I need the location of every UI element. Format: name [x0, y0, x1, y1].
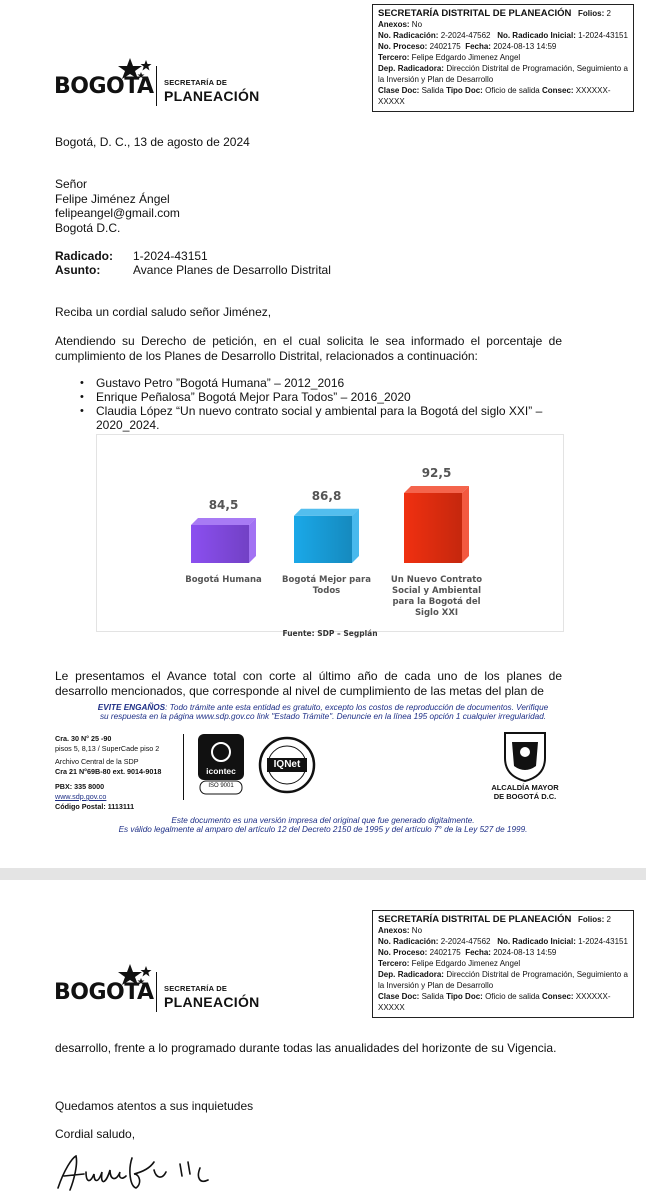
folios-value: 2	[606, 9, 611, 18]
iso-label: ISO 9001	[208, 783, 234, 789]
paragraph-2: Le presentamos el Avance total con corte al último año de cada uno de los planes de desarrollo mencionados, que corresponde al nivel de cumplimiento de las metas del plan de	[55, 669, 562, 698]
bullet-item: • Gustavo Petro ”Bogotá Humana” – 2012_2016	[96, 377, 562, 391]
data-label: 86,8	[311, 488, 342, 503]
fecha-value: 2024-08-13 14:59	[493, 42, 557, 51]
bar-top	[404, 486, 469, 493]
tipo-doc-label: Tipo Doc:	[446, 86, 483, 95]
no-radicado-inicial-label: No. Radicado Inicial:	[497, 31, 576, 40]
recipient-block	[55, 177, 180, 235]
clase-doc-label: Clase Doc:	[378, 992, 420, 1001]
tipo-doc-value: Oficio de salida	[485, 86, 540, 95]
anexos-label: Anexos:	[378, 20, 410, 29]
folios-label: Folios:	[578, 915, 605, 924]
no-radicacion-value: 2-2024-47562	[440, 937, 491, 946]
bar-top	[191, 518, 256, 525]
no-proceso-label: No. Proceso:	[378, 948, 428, 957]
no-radicacion-value: 2-2024-47562	[440, 31, 491, 40]
archive-address: Cra 21 N°69B-80 ext. 9014-9018	[55, 766, 162, 776]
category-label: Bogotá Mejor para Todos	[282, 575, 371, 596]
no-radicacion-label: No. Radicación:	[378, 31, 439, 40]
bar-side	[249, 518, 256, 563]
recipient-name: Felipe Jiménez Ángel	[55, 191, 170, 206]
digital-notice	[40, 816, 606, 834]
address-line2: pisos 5, 8,13 / SuperCade piso 2	[55, 743, 160, 753]
data-label: 84,5	[208, 498, 239, 512]
dep-radicadora-value: Dirección Distrital de Programación, Seguimiento a la Inversión y Plan de Desarrollo	[378, 64, 628, 84]
tercero-value: Felipe Edgardo Jimenez Angel	[411, 53, 521, 62]
pbx: PBX: 335 8000	[55, 782, 105, 792]
bar-side	[352, 509, 359, 563]
logo-entity-line2: PLANEACIÓN	[164, 994, 260, 1010]
bogota-planeacion-logo	[54, 964, 264, 1014]
category-label: Bogotá Humana	[185, 575, 262, 585]
dep-radicadora-label: Dep. Radicadora:	[378, 64, 444, 73]
logo-entity-line1: SECRETARÍA DE	[164, 78, 228, 87]
asunto-label: Asunto:	[55, 263, 101, 277]
bar-shading	[191, 525, 249, 563]
salutation-title: Señor	[55, 177, 88, 191]
folios-value: 2	[606, 915, 611, 924]
anexos-label: Anexos:	[378, 926, 410, 935]
closing-salutation: Cordial saludo,	[55, 1127, 136, 1141]
warning-line2: su respuesta en la página www.sdp.gov.co link "Estado Trámite". Denuncie en la línea 195 opción 1 cualquier irregularidad.	[99, 712, 547, 721]
tipo-doc-value: Oficio de salida	[485, 992, 540, 1001]
no-radicado-inicial-label: No. Radicado Inicial:	[497, 937, 576, 946]
clase-doc-value: Salida	[421, 86, 444, 95]
handwritten-signature	[50, 1150, 260, 1200]
alcaldia-line1: ALCALDÍA MAYOR	[491, 783, 559, 792]
alcaldia-mayor-logo	[482, 730, 568, 804]
no-proceso-label: No. Proceso:	[378, 42, 428, 51]
radicado-label: Radicado:	[55, 249, 114, 263]
tercero-value: Felipe Edgardo Jimenez Angel	[411, 959, 521, 968]
icontec-certification-logo	[196, 734, 246, 796]
no-radicado-inicial-value: 1-2024-43151	[578, 937, 628, 946]
no-radicado-inicial-value: 1-2024-43151	[578, 31, 628, 40]
icontec-label: icontec	[206, 766, 236, 776]
web-link[interactable]: www.sdp.gov.co	[55, 791, 107, 801]
footer-address-block	[55, 734, 161, 811]
postal-code: Código Postal: 1113111	[55, 801, 135, 811]
logo-divider	[156, 972, 157, 1012]
anexos-value: No	[411, 926, 423, 935]
greeting: Reciba un cordial saludo señor Jiménez,	[55, 305, 272, 319]
bullet-item: • Enrique Peñalosa” Bogotá Mejor Para Todos” – 2016_2020	[96, 391, 562, 405]
logo-divider	[156, 66, 157, 106]
no-proceso-value: 2402175	[429, 42, 461, 51]
tercero-label: Tercero:	[378, 53, 410, 62]
clase-doc-label: Clase Doc:	[378, 86, 420, 95]
no-radicacion-label: No. Radicación:	[378, 937, 439, 946]
bar-top	[294, 509, 359, 516]
dep-radicadora-value: Dirección Distrital de Programación, Seguimiento a la Inversión y Plan de Desarrollo	[378, 970, 628, 990]
tercero-label: Tercero:	[378, 959, 410, 968]
continuation-paragraph: desarrollo, frente a lo programado durante todas las anualidades del horizonte de su Vigencia.	[55, 1041, 557, 1055]
paragraph-1: Atendiendo su Derecho de petición, en el cual solicita le sea informado el porcentaje de cumplimiento de los Planes de Desarrollo Distrital, relacionados a continuación:	[55, 334, 562, 363]
digital-line1: Este documento es una versión impresa del original que fue generado digitalmente.	[171, 816, 475, 825]
tipo-doc-label: Tipo Doc:	[446, 992, 483, 1001]
closing-line: Quedamos atentos a sus inquietudes	[55, 1099, 254, 1113]
alcaldia-text	[482, 783, 568, 801]
recipient-city: Bogotá D.C.	[55, 220, 121, 235]
radicado-stamp-box	[372, 910, 634, 1018]
fecha-label: Fecha:	[465, 42, 491, 51]
category-label: Un Nuevo Contrato Social y Ambiental para la Bogotá del Siglo XXI	[390, 575, 483, 618]
consec-value: XXXXXX-XXXXX	[378, 86, 611, 106]
bullet-item: • Claudia López “Un nuevo contrato social y ambiental para la Bogotá del siglo XXI” – 2020_2024.	[96, 405, 562, 432]
radicado-stamp-box	[372, 4, 634, 112]
coat-of-arms-icon	[482, 730, 568, 782]
consec-value: XXXXXX-XXXXX	[378, 992, 611, 1012]
footer-divider	[183, 734, 184, 800]
bar-chart-svg	[97, 435, 563, 631]
fecha-value: 2024-08-13 14:59	[493, 948, 557, 957]
archive-label: Archivo Central de la SDP	[55, 757, 139, 767]
iqnet-certification-logo	[258, 736, 316, 794]
logo-city: BOGOTA	[54, 980, 154, 1005]
plan-progress-chart	[96, 434, 564, 632]
stamp-title: SECRETARÍA DISTRITAL DE PLANEACIÓN	[378, 914, 572, 925]
folios-label: Folios:	[578, 9, 605, 18]
fecha-label: Fecha:	[465, 948, 491, 957]
digital-line2: Es válido legalmente al amparo del artículo 12 del Decreto 2150 de 1995 y del artículo 7° de la Ley 527 de 1999.	[118, 825, 528, 834]
footer-warning	[40, 703, 606, 721]
warning-bold: EVITE ENGAÑOS	[97, 703, 166, 712]
chart-source: Fuente: SDP – Segplán	[282, 629, 378, 638]
logo-entity-line1: SECRETARÍA DE	[164, 984, 228, 993]
logo-entity-line2: PLANEACIÓN	[164, 88, 260, 104]
bar-shading	[294, 516, 352, 563]
address-line1: Cra. 30 N° 25 -90	[55, 734, 112, 743]
place-date: Bogotá, D. C., 13 de agosto de 2024	[55, 135, 250, 149]
anexos-value: No	[411, 20, 423, 29]
warning-line1: : Todo trámite ante esta entidad es gratuito, excepto los costos de reproducción de documentos. Verifique	[165, 703, 549, 712]
no-proceso-value: 2402175	[429, 948, 461, 957]
clase-doc-value: Salida	[421, 992, 444, 1001]
bar-shading	[404, 493, 462, 563]
stamp-title: SECRETARÍA DISTRITAL DE PLANEACIÓN	[378, 8, 572, 19]
consec-label: Consec:	[542, 992, 574, 1001]
iqnet-label: IQNet	[273, 759, 301, 770]
dep-radicadora-label: Dep. Radicadora:	[378, 970, 444, 979]
alcaldia-line2: DE BOGOTÁ D.C.	[493, 792, 557, 801]
logo-city: BOGOTA	[54, 74, 154, 99]
consec-label: Consec:	[542, 86, 574, 95]
bar-side	[462, 486, 469, 563]
data-label: 92,5	[421, 466, 452, 480]
page-separator	[0, 868, 646, 880]
radicado-value: 1-2024-43151	[133, 249, 208, 263]
asunto-value: Avance Planes de Desarrollo Distrital	[133, 263, 331, 277]
bogota-planeacion-logo	[54, 58, 264, 108]
document-page-2	[0, 880, 646, 1200]
recipient-email: felipeangel@gmail.com	[55, 206, 180, 221]
